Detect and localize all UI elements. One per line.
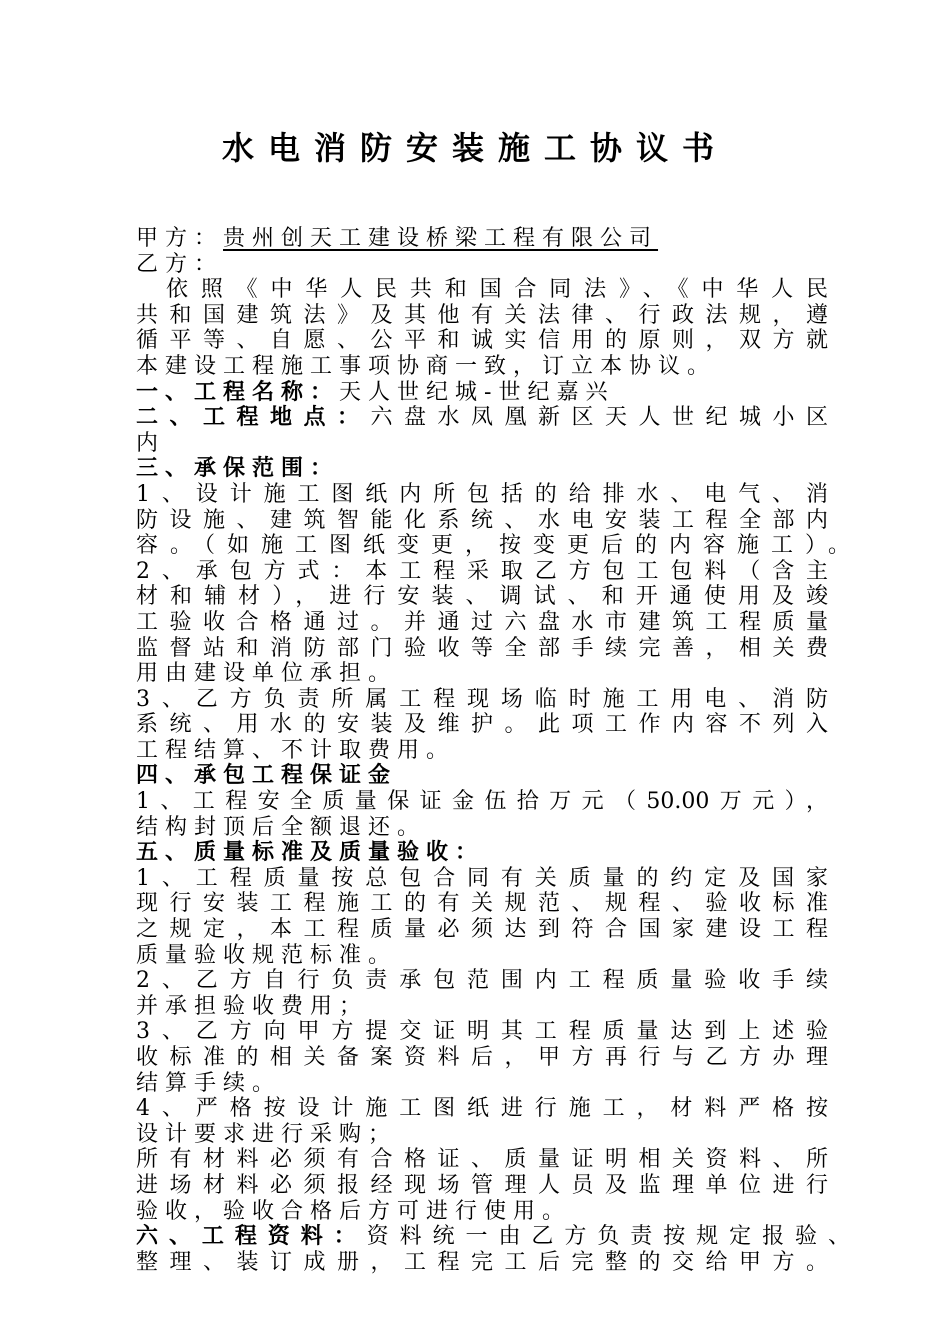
section-text: 六盘水凤凰新区天人世纪城小区	[370, 405, 828, 431]
paragraph-line: 2、乙方自行负责承包范围内工程质量验收手续	[136, 968, 828, 994]
section-6-line	[136, 1224, 850, 1250]
paragraph-line: 整理、装订成册，工程完工后完整的交给甲方。	[136, 1249, 828, 1275]
section-heading: 六、工程资料：	[136, 1223, 367, 1250]
party-b-label: 乙方：	[136, 251, 224, 277]
paragraph-line: 并承担验收费用；	[136, 993, 369, 1019]
party-a-line	[136, 226, 828, 252]
paragraph-line: 结算手续。	[136, 1070, 282, 1096]
section-heading: 四、承包工程保证金	[136, 762, 398, 789]
section-heading: 一、工程名称：	[136, 378, 340, 405]
section-heading: 五、质量标准及质量验收：	[136, 839, 485, 866]
paragraph-line: 系统、用水的安装及维护。此项工作内容不列入	[136, 712, 828, 738]
paragraph-line: 工验收合格通过。并通过六盘水市建筑工程质量	[136, 609, 828, 635]
section-heading: 二、工程地点：	[136, 404, 371, 431]
section-text: 天人世纪城-世纪嘉兴	[339, 379, 615, 405]
document-body	[136, 226, 850, 1275]
paragraph-line: 进场材料必须报经现场管理人员及监理单位进行	[136, 1172, 828, 1198]
paragraph-line: 现行安装工程施工的有关规范、规程、验收标准	[136, 891, 828, 917]
party-b-line	[136, 252, 828, 278]
party-a-label: 甲方：	[136, 226, 224, 251]
paragraph-line: 防设施、建筑智能化系统、水电安装工程全部内	[136, 507, 828, 533]
section-2-line	[136, 405, 828, 431]
paragraph-line: 3、乙方负责所属工程现场临时施工用电、消防	[136, 686, 828, 712]
paragraph-line: 结构封顶后全额退还。	[136, 814, 427, 840]
paragraph-line: 依照《中华人民共和国合同法》、《中华人民	[166, 277, 828, 303]
paragraph-line: 材和辅材），进行安装、调试、和开通使用及竣	[136, 584, 828, 610]
paragraph-line: 2、承包方式：本工程采取乙方包工包料（含主	[136, 558, 828, 584]
section-1-line	[136, 380, 828, 406]
paragraph-line: 用由建设单位承担。	[136, 661, 398, 687]
party-a-name: 贵州创天工建设桥梁工程有限公司	[223, 226, 659, 251]
paragraph-line: 本建设工程施工事项协商一致，订立本协议。	[136, 353, 717, 379]
paragraph-line: 所有材料必须有合格证、质量证明相关资料、所	[136, 1147, 828, 1173]
paragraph-line: 工程结算、不计取费用。	[136, 737, 456, 763]
paragraph-line: 3、乙方向甲方提交证明其工程质量达到上述验	[136, 1019, 828, 1045]
paragraph-line: 内	[136, 430, 166, 456]
paragraph-line: 之规定，本工程质量必须达到符合国家建设工程	[136, 917, 828, 943]
paragraph-line: 收标准的相关备案资料后，甲方再行与乙方办理	[136, 1045, 828, 1070]
paragraph-line: 1、设计施工图纸内所包括的给排水、电气、消	[136, 481, 828, 507]
paragraph-line: 质量验收规范标准。	[136, 942, 398, 968]
paragraph-line: 验收，验收合格后方可进行使用。	[136, 1198, 572, 1224]
paragraph-line: 循平等、自愿、公平和诚实信用的原则，双方就	[136, 328, 828, 354]
paragraph-line: 4、严格按设计施工图纸进行施工，材料严格按	[136, 1096, 828, 1122]
paragraph-line: 1、工程质量按总包合同有关质量的约定及国家	[136, 865, 828, 891]
document-title: 水电消防安装施工协议书	[221, 129, 728, 167]
section-text: 资料统一由乙方负责按规定报验、	[366, 1224, 850, 1250]
paragraph-line: 1、工程安全质量保证金伍拾万元（50.00万元），	[136, 789, 828, 815]
paragraph-line: 共和国建筑法》及其他有关法律、行政法规，遵	[136, 302, 828, 328]
section-heading: 三、承保范围：	[136, 455, 340, 482]
paragraph-line: 监督站和消防部门验收等全部手续完善，相关费	[136, 635, 828, 661]
paragraph-line: 设计要求进行采购；	[136, 1121, 398, 1147]
paragraph-line: 容。（如施工图纸变更，按变更后的内容施工）。	[136, 533, 850, 559]
